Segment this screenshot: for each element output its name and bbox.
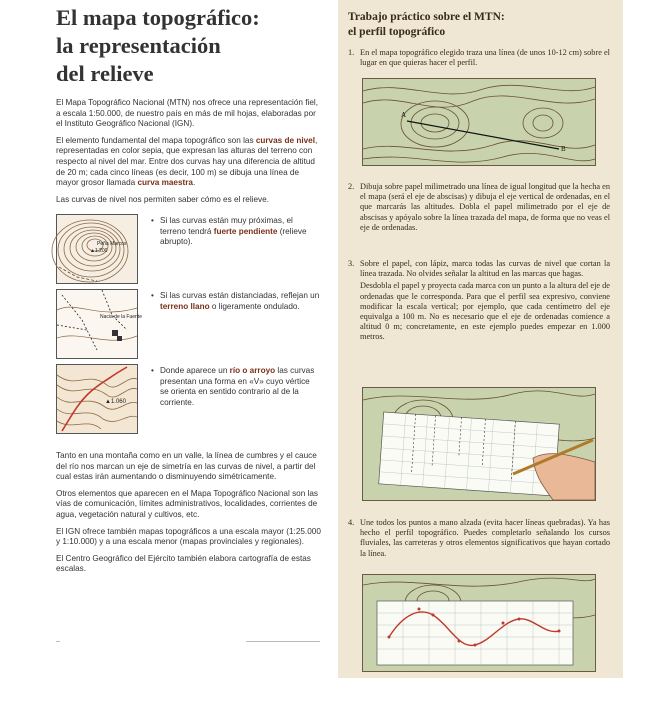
- step-text: Une todos los puntos a mano alzada (evita hacer líneas quebradas). Ya has hecho el perfil topográfico. Puedes completarlo señalando los cursos fluviales, las carreteras y otros elementos significativos que hayan cortado la línea.: [360, 518, 610, 558]
- elements-paragraph: Otros elementos que aparecen en el Mapa Topográfico Nacional son las vías de comunicación, límites administrativos, localidades, corrientes de agua, vegetación natural y cultivos, etc.: [56, 488, 319, 519]
- army-center-paragraph: El Centro Geográfico del Ejército también elabora cartografía de estas escalas.: [56, 553, 311, 574]
- page-title: [56, 4, 322, 88]
- river-relief-map: [56, 364, 138, 434]
- svg-text:▲1.060: ▲1.060: [105, 399, 126, 405]
- step-text: Dibuja sobre papel milimetrado una línea de igual longitud que la hecha en el mapa (será el eje de abscisas) y dibuja el eje vertical de ordenadas, en el que marcarás las altitudes. Dobla el papel milimetrado por el eje de abscisas y apóyalo sobre la línea trazada del mapa, de forma que no veas el eje de ordenadas.: [360, 182, 610, 232]
- ign-scales-paragraph: El IGN ofrece también mapas topográficos a una escala mayor (1:25.000 y 1:10.000) y a una escala menor (mapas provinciales y regionales).: [56, 526, 321, 547]
- svg-text:▲1.200: ▲1.200: [90, 248, 108, 254]
- practice-panel: [338, 0, 623, 678]
- bullet-icon: •: [151, 291, 154, 300]
- bullet-icon: •: [151, 216, 154, 225]
- step-4: [348, 518, 610, 559]
- term-fuerte-pendiente: fuerte pendiente: [213, 226, 278, 236]
- lower-paragraphs: [56, 451, 326, 581]
- flat-bullet: • Si las curvas están distanciadas, reflejan un terreno llano o ligeramente ondulado.: [151, 291, 320, 311]
- step-number: 3.: [348, 259, 355, 268]
- step-1: [348, 48, 610, 68]
- relief-example-flat: [56, 289, 326, 357]
- title-line-3: del relieve: [56, 61, 154, 86]
- bullet-icon: •: [151, 366, 154, 375]
- symmetry-paragraph: Tanto en una montaña como en un valle, la línea de cumbres y el cauce del río nos marcan un eje de simetría en las curvas de nivel, a partir del cual estas irán aumentando o disminuyendo simétricamente.: [56, 451, 317, 482]
- footer-mark: [56, 641, 60, 642]
- step-number: 2.: [348, 182, 355, 191]
- step-3: [348, 259, 610, 343]
- steep-bullet: • Si las curvas están muy próximas, el terreno tendrá fuerte pendiente (relieve abrupto).: [151, 216, 307, 247]
- point-b-label: B: [561, 145, 566, 153]
- curves-paragraph: El elemento fundamental del mapa topográfico son las curvas de nivel, representadas en color sepia, que expresan las alturas del terreno con respecto al nivel del mar. Entre dos curvas hay una diferencia de altitud de 20 m; cada cinco líneas (es decir, 100 m) se dibuja una línea de mayor grosor llamada curva maestra.: [56, 135, 318, 188]
- title-line-2: la representación: [56, 33, 221, 58]
- profile-result-image: [362, 574, 596, 672]
- practice-title: [348, 10, 505, 40]
- term-rio-o-arroyo: río o arroyo: [229, 366, 276, 375]
- practice-title-line-1: Trabajo práctico sobre el MTN:: [348, 11, 505, 23]
- relief-example-steep: [56, 214, 326, 282]
- step-number: 1.: [348, 48, 355, 57]
- step-2: [348, 182, 610, 233]
- intro-paragraph: El Mapa Topográfico Nacional (MTN) nos ofrece una representación fiel, a escala 1:50.000, de nuestro país en más de mil hojas, elaboradas por el Instituto Geográfico Nacional (IGN).: [56, 98, 318, 129]
- step-text-continued: Desdobla el papel y proyecta cada marca con un punto a la altura del eje de ordenadas que le corresponda. Para que el perfil sea expresivo, conviene modificar la escala vertical; por ejemplo, que cada centímetro del eje equivalga a 100 m. No es necesario que el eje de ordenadas comience a altitud 0 m; concretamente, en este ejemplo puedes empezar en 1.000 metros.: [360, 281, 610, 342]
- practice-title-line-2: el perfil topográfico: [348, 26, 446, 38]
- left-column: [56, 0, 322, 211]
- title-line-1: El mapa topográfico:: [56, 5, 260, 30]
- term-curvas-de-nivel: curvas de nivel: [255, 135, 315, 145]
- river-bullet: • Donde aparece un río o arroyo las curvas presentan una forma en «V» cuyo vértice se orienta en sentido contrario al de la corriente.: [151, 366, 315, 407]
- footer-line: [246, 641, 320, 642]
- flat-map-label: Nacia de la Fuente: [100, 314, 142, 320]
- relief-intro-paragraph: Las curvas de nivel nos permiten saber cómo es el relieve.: [56, 194, 269, 204]
- point-a-label: A: [401, 111, 407, 119]
- term-terreno-llano: terreno llano: [160, 301, 210, 311]
- relief-example-river: [56, 364, 326, 432]
- steep-map-altitude: 1.200: [94, 248, 108, 254]
- graph-paper-image: [362, 387, 596, 501]
- step-text: Sobre el papel, con lápiz, marca todas las curvas de nivel que cortan la línea trazada. No olvides señalar la altitud en las marcas que hagas.: [360, 259, 610, 279]
- steep-relief-map: [56, 214, 138, 284]
- map-with-line-image: [362, 78, 596, 166]
- flat-relief-map: [56, 289, 142, 359]
- step-text: En el mapa topográfico elegido traza una línea (de unos 10-12 cm) sobre el lugar en que quieras hacer el perfil.: [360, 48, 610, 68]
- river-map-altitude: 1.060: [110, 399, 126, 405]
- steep-map-label: Peña Marcos: [97, 241, 127, 247]
- term-curva-maestra: curva maestra: [137, 178, 193, 188]
- step-number: 4.: [348, 518, 355, 527]
